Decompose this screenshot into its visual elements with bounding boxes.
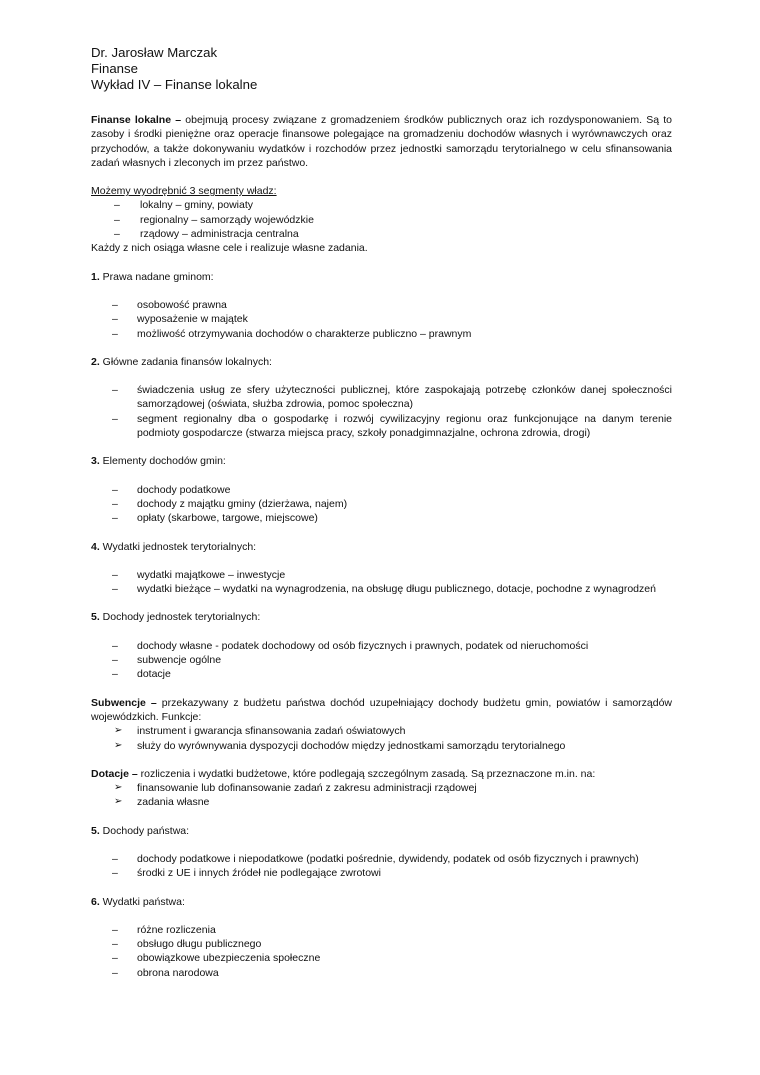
dash-marker: – bbox=[114, 228, 120, 241]
list-item: – subwencje ogólne bbox=[112, 654, 222, 667]
list-item: – wydatki bieżące – wydatki na wynagrodzenia, na obsługę długu publicznego, dotacje, pochodne z wynagrodzeń bbox=[112, 583, 656, 596]
list-item: – dochody z majątku gminy (dzierżawa, najem) bbox=[112, 497, 348, 510]
intro-term: Finanse lokalne – bbox=[91, 114, 182, 126]
subwencje-definition: Subwencje – przekazywany z budżetu państwa dochód uzupełniający dochody budżetu gmin, powiatów i samorządów wojewódzkich. Funkcje: bbox=[91, 696, 673, 723]
section-list bbox=[91, 852, 672, 881]
segments-heading: Możemy wyodrębnić 3 segmenty władz: bbox=[91, 185, 277, 198]
dotacje-block bbox=[91, 767, 672, 810]
section-heading: 5. Dochody państwa: bbox=[91, 824, 190, 837]
subwencje-block bbox=[91, 696, 672, 753]
section-heading: 2. Główne zadania finansów lokalnych: bbox=[91, 355, 272, 368]
list-item: ➢ finansowanie lub dofinansowanie zadań z zakresu administracji rządowej bbox=[114, 782, 477, 795]
section-heading: 1. Prawa nadane gminom: bbox=[91, 270, 214, 283]
list-item: – obowiązkowe ubezpieczenia społeczne bbox=[112, 952, 321, 965]
list-item: – wyposażenie w majątek bbox=[112, 313, 248, 326]
section-dochody-jst bbox=[91, 610, 672, 681]
list-item: – regionalny – samorządy wojewódzkie bbox=[114, 213, 314, 226]
section-heading: 6. Wydatki państwa: bbox=[91, 895, 185, 908]
list-item: – dochody własne - podatek dochodowy od osób fizycznych i prawnych, podatek od nieruchomości bbox=[112, 639, 589, 652]
document-header bbox=[91, 45, 672, 93]
list-item: – świadczenia usług ze sfery użyteczności publicznej, które zaspokajają potrzebę członków danej społeczności samorządowej (oświata, służba zdrowia, pomoc społeczna) bbox=[112, 384, 672, 411]
list-item: – obsługo długu publicznego bbox=[112, 938, 262, 951]
section-wydatki-jst bbox=[91, 540, 672, 597]
arrow-bullet-icon: ➢ bbox=[114, 782, 123, 794]
list-item: ➢ zadania własne bbox=[114, 796, 210, 809]
list-item: – osobowość prawna bbox=[112, 298, 227, 311]
author-line: Dr. Jarosław Marczak bbox=[91, 45, 218, 60]
section-heading: 3. Elementy dochodów gmin: bbox=[91, 455, 226, 468]
dash-marker: – bbox=[114, 199, 120, 212]
section-zadania bbox=[91, 355, 672, 440]
list-item: – lokalny – gminy, powiaty bbox=[114, 199, 254, 212]
section-list bbox=[91, 483, 672, 526]
segments-footer: Każdy z nich osiąga własne cele i realizuje własne zadania. bbox=[91, 242, 368, 255]
section-dochody-panstwa bbox=[91, 824, 672, 881]
list-item: – opłaty (skarbowe, targowe, miejscowe) bbox=[112, 512, 318, 525]
list-item: ➢ instrument i gwarancja sfinansowania zadań oświatowych bbox=[114, 725, 406, 738]
list-item: – różne rozliczenia bbox=[112, 923, 216, 936]
document-body bbox=[91, 113, 672, 980]
intro-text: obejmują procesy związane z gromadzeniem środków publicznych oraz ich rozdysponowaniem. Są to zasoby i środki pieniężne oraz operacje finansowe polegające na gromadzeniu dochodów własnych i wyrównawczych oraz przychodów, a także dokonywaniu wydatków i rozchodów przez jednostki samorządu terytorialnego w celu sfinansowania zadań własnych i zleconych im przez państwo. bbox=[91, 114, 672, 169]
section-prawa bbox=[91, 270, 672, 341]
list-item: – środki z UE i innych źródeł nie podlegające zwrotowi bbox=[112, 867, 381, 880]
list-item: – dotacje bbox=[112, 668, 171, 681]
arrow-bullet-icon: ➢ bbox=[114, 796, 123, 808]
dotacje-list bbox=[91, 781, 672, 810]
list-item: ➢ służy do wyrównywania dyspozycji dochodów między jednostkami samorządu terytorialnego bbox=[114, 739, 566, 752]
list-item: – rządowy – administracja centralna bbox=[114, 228, 299, 241]
section-list bbox=[91, 298, 672, 341]
lecture-title: Wykład IV – Finanse lokalne bbox=[91, 77, 258, 92]
list-item: – dochody podatkowe bbox=[112, 483, 231, 496]
section-list bbox=[91, 383, 672, 440]
list-item: – dochody podatkowe i niepodatkowe (podatki pośrednie, dywidendy, podatek od osób fizycznych i prawnych) bbox=[112, 852, 639, 865]
section-list bbox=[91, 923, 672, 980]
subwencje-list bbox=[91, 724, 672, 753]
section-wydatki-panstwa bbox=[91, 895, 672, 980]
dash-marker: – bbox=[114, 213, 120, 226]
segments-list bbox=[91, 198, 672, 241]
list-item: – wydatki majątkowe – inwestycje bbox=[112, 568, 286, 581]
dotacje-definition: Dotacje – rozliczenia i wydatki budżetowe, które podlegają szczególnym zasadą. Są przeznaczone m.in. na: bbox=[91, 767, 596, 780]
section-list bbox=[91, 639, 672, 682]
segments-block bbox=[91, 184, 672, 255]
section-list bbox=[91, 568, 672, 597]
section-elementy bbox=[91, 454, 672, 525]
arrow-bullet-icon: ➢ bbox=[114, 725, 123, 737]
subject-line: Finanse bbox=[91, 61, 138, 76]
list-item: – obrona narodowa bbox=[112, 966, 219, 979]
list-item: – segment regionalny dba o gospodarkę i rozwój cywilizacyjny regionu oraz funkcjonujące na danym terenie podmioty gospodarcze (stwarza miejsca pracy, szkoły ponadgimnazjalne, ochrona zdrowia, drogi) bbox=[112, 412, 672, 440]
arrow-bullet-icon: ➢ bbox=[114, 739, 123, 751]
intro-paragraph bbox=[91, 113, 672, 170]
list-item: – możliwość otrzymywania dochodów o charakterze publiczno – prawnym bbox=[112, 327, 472, 340]
section-heading: 5. Dochody jednostek terytorialnych: bbox=[91, 611, 261, 624]
section-heading: 4. Wydatki jednostek terytorialnych: bbox=[91, 540, 257, 553]
